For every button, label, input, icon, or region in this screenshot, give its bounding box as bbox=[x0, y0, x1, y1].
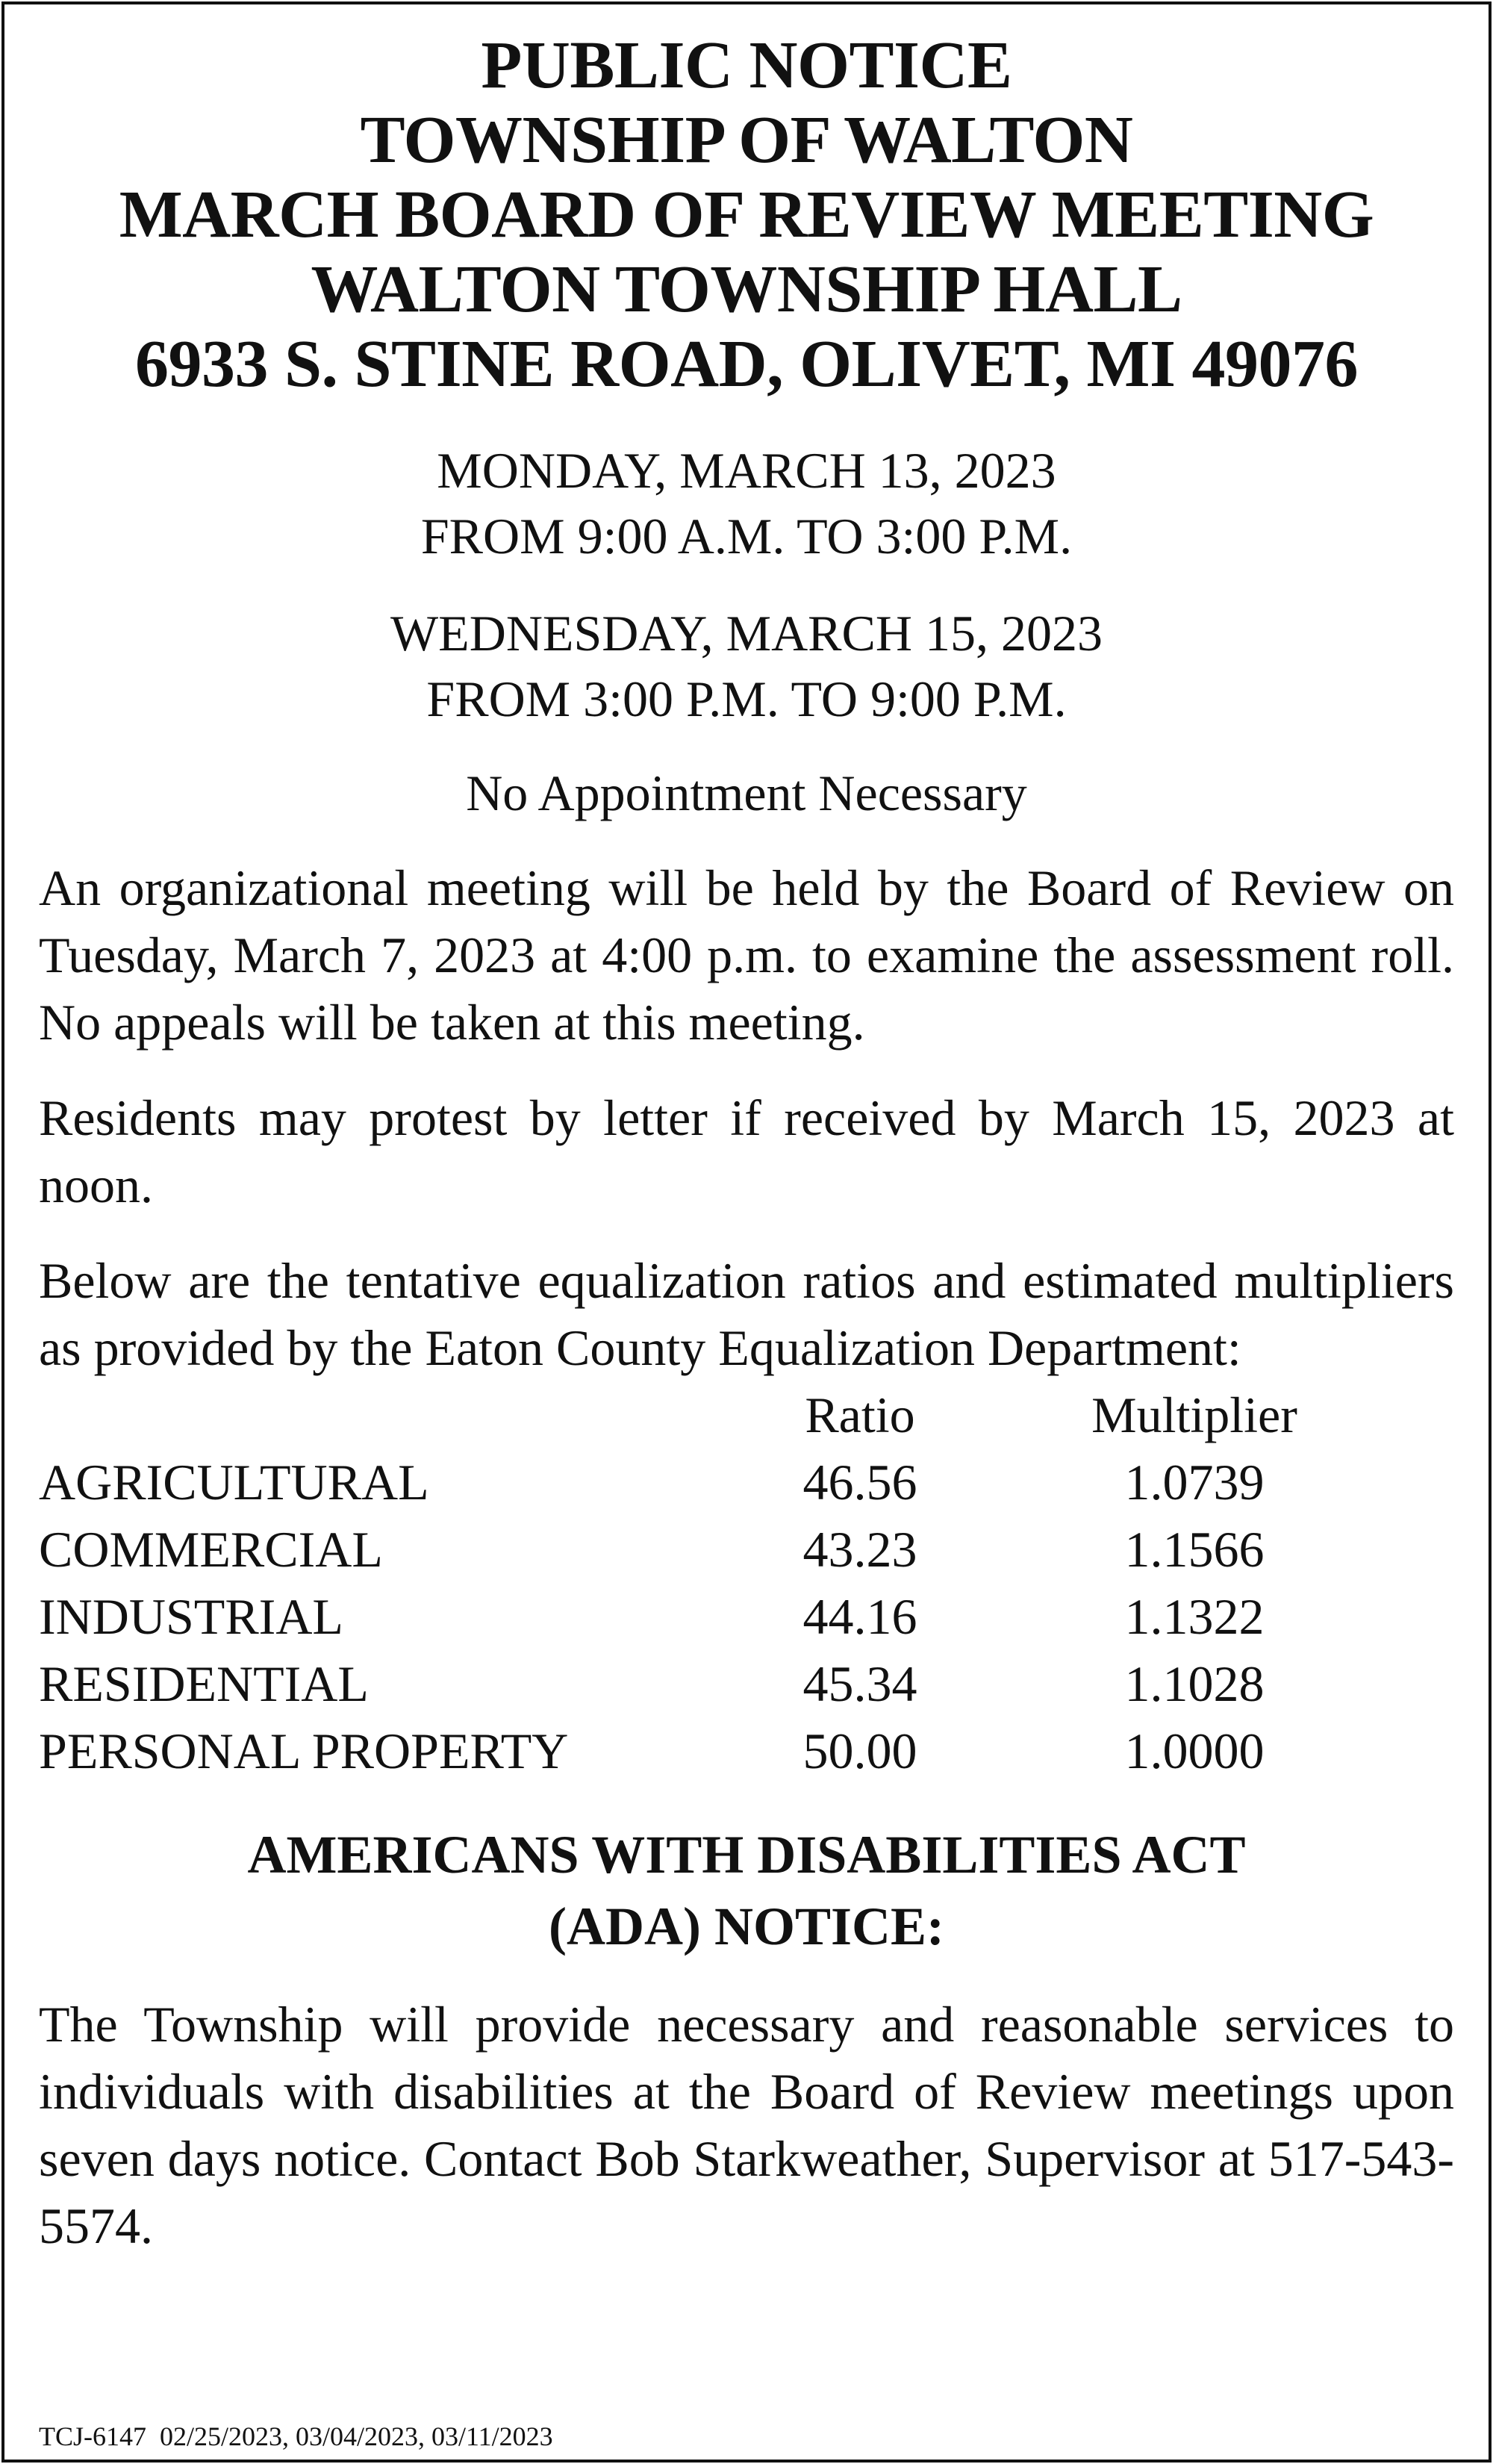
ada-heading bbox=[39, 1819, 1454, 1962]
multiplier-value: 1.0739 bbox=[1124, 1454, 1265, 1511]
property-class: COMMERCIAL bbox=[39, 1521, 383, 1578]
ratio-value: 43.23 bbox=[802, 1521, 917, 1578]
session-time: FROM 3:00 P.M. TO 9:00 P.M. bbox=[426, 671, 1067, 727]
ada-paragraph: The Township will provide necessary and reasonable services to individuals with disabilities at the Board of Review meetings upon seven days notice. Contact Bob Starkweather, Supervisor at 517-543-5574. bbox=[39, 1996, 1454, 2254]
ratio-value: 50.00 bbox=[802, 1723, 917, 1779]
appointment-note: No Appointment Necessary bbox=[466, 765, 1027, 821]
ratio-value: 44.16 bbox=[802, 1588, 917, 1645]
session-monday bbox=[39, 438, 1454, 569]
property-class: INDUSTRIAL bbox=[39, 1588, 343, 1645]
notice-header bbox=[39, 28, 1454, 402]
column-header-ratio: Ratio bbox=[805, 1387, 915, 1443]
table-row bbox=[39, 1449, 1454, 1516]
property-class: PERSONAL PROPERTY bbox=[39, 1723, 569, 1779]
multiplier-value: 1.0000 bbox=[1124, 1723, 1265, 1779]
property-class: RESIDENTIAL bbox=[39, 1655, 369, 1712]
ada-heading-line: (ADA) NOTICE: bbox=[549, 1897, 944, 1956]
header-meeting-name: MARCH BOARD OF REVIEW MEETING bbox=[119, 178, 1374, 252]
table-row bbox=[39, 1650, 1454, 1717]
session-date: WEDNESDAY, MARCH 15, 2023 bbox=[390, 605, 1103, 662]
ratio-value: 46.56 bbox=[802, 1454, 917, 1511]
publication-footer: TCJ-6147 02/25/2023, 03/04/2023, 03/11/2023 bbox=[39, 2421, 553, 2451]
header-township: TOWNSHIP OF WALTON bbox=[360, 103, 1133, 177]
multiplier-value: 1.1566 bbox=[1124, 1521, 1265, 1578]
session-wednesday bbox=[39, 600, 1454, 732]
column-header-class bbox=[39, 1381, 785, 1449]
session-date: MONDAY, MARCH 13, 2023 bbox=[437, 442, 1056, 499]
table-row bbox=[39, 1583, 1454, 1650]
header-venue: WALTON TOWNSHIP HALL bbox=[311, 252, 1182, 326]
header-title: PUBLIC NOTICE bbox=[481, 28, 1012, 102]
equalization-table bbox=[39, 1381, 1454, 1785]
session-time: FROM 9:00 A.M. TO 3:00 P.M. bbox=[420, 508, 1073, 564]
multiplier-value: 1.1028 bbox=[1124, 1655, 1265, 1712]
table-row bbox=[39, 1717, 1454, 1785]
ratio-value: 45.34 bbox=[802, 1655, 917, 1712]
ada-heading-line: AMERICANS WITH DISABILITIES ACT bbox=[247, 1825, 1246, 1885]
table-header-row bbox=[39, 1381, 1454, 1449]
multiplier-value: 1.1322 bbox=[1124, 1588, 1265, 1645]
column-header-multiplier: Multiplier bbox=[1091, 1387, 1297, 1443]
property-class: AGRICULTURAL bbox=[39, 1454, 429, 1511]
organizational-meeting-paragraph: An organizational meeting will be held by the Board of Review on Tuesday, March 7, 2023 at 4:00 p.m. to examine the assessment roll. No appeals will be taken at this meeting. bbox=[39, 859, 1454, 1051]
header-address: 6933 S. STINE ROAD, OLIVET, MI 49076 bbox=[134, 327, 1359, 401]
ratios-intro-paragraph: Below are the tentative equalization ratios and estimated multipliers as provided by the Eaton County Equalization Department: bbox=[39, 1252, 1454, 1376]
protest-paragraph: Residents may protest by letter if received by March 15, 2023 at noon. bbox=[39, 1089, 1454, 1213]
table-row bbox=[39, 1516, 1454, 1583]
public-notice bbox=[39, 28, 1454, 2259]
